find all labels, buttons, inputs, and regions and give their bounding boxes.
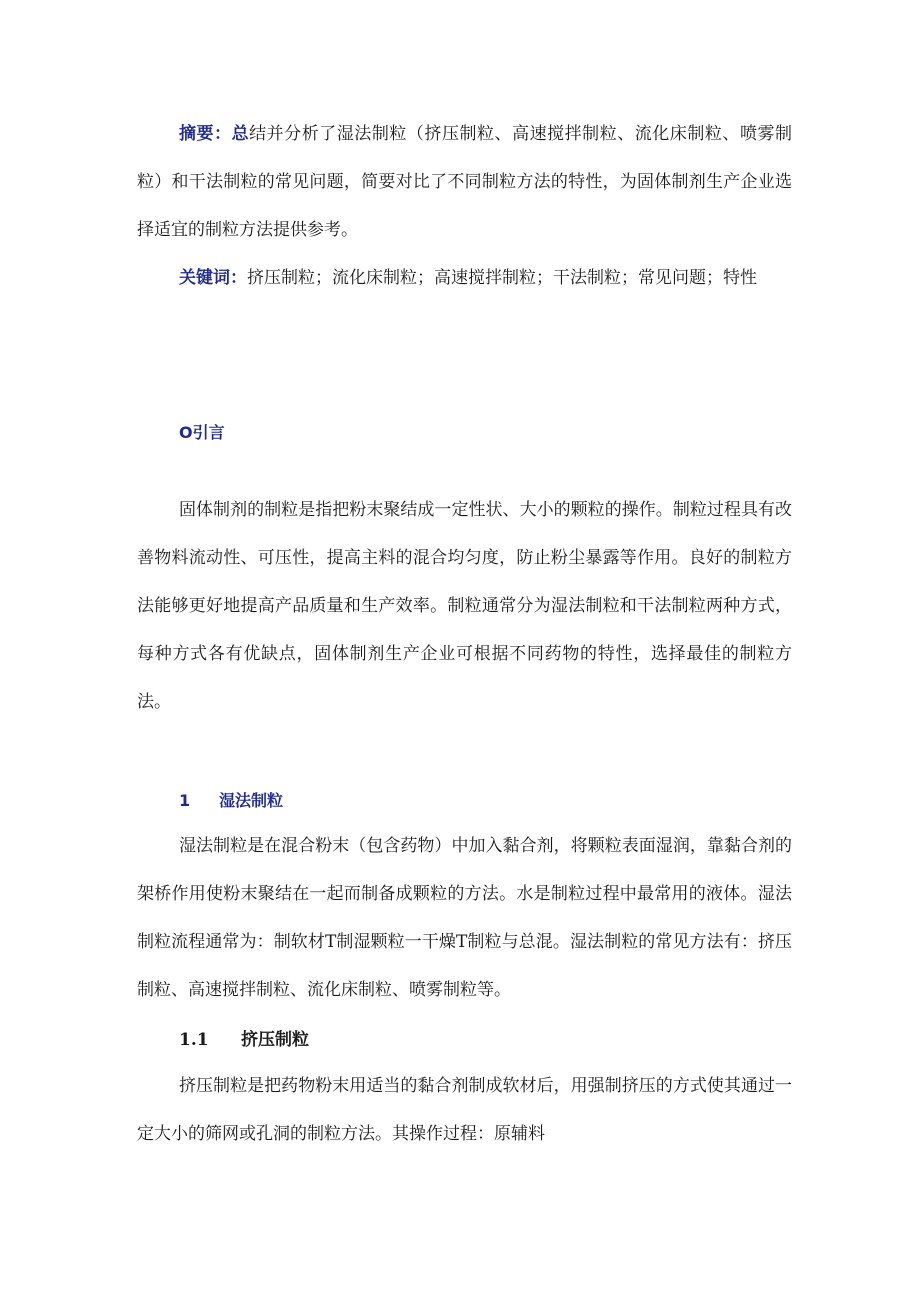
section-1-1-paragraph: 挤压制粒是把药物粉末用适当的黏合剂制成软材后，用强制挤压的方式使其通过一定大小的筛网或孔洞的制粒方法。其操作过程：原辅料 [137, 1076, 792, 1144]
intro-heading: O引言 [179, 423, 225, 442]
keywords-paragraph [137, 254, 792, 302]
section-1-1-title: 挤压制粒 [241, 1030, 309, 1050]
section-1-1-heading [179, 1028, 309, 1052]
abstract-text: 结并分析了湿法制粒（挤压制粒、高速搅拌制粒、流化床制粒、喷雾制粒）和干法制粒的常见问题，简要对比了不同制粒方法的特性，为固体制剂生产企业选择适宜的制粒方法提供参考。 [137, 124, 793, 240]
keywords-label: 关键词： [179, 268, 247, 288]
intro-paragraph: 固体制剂的制粒是指把粉末聚结成一定性状、大小的颗粒的操作。制粒过程具有改善物料流动性、可压性，提高主料的混合均匀度，防止粉尘暴露等作用。良好的制粒方法能够更好地提高产品质量和生产效率。制粒通常分为湿法制粒和干法制粒两种方式，每种方式各有优缺点，固体制剂生产企业可根据不同药物的特性，选择最佳的制粒方法。 [137, 500, 792, 712]
abstract-paragraph [137, 110, 792, 254]
section-1-title: 湿法制粒 [219, 791, 284, 810]
section-1-number: 1 [179, 791, 191, 810]
section-1-heading [179, 789, 283, 813]
abstract-label: 摘要：总 [179, 124, 250, 144]
section-1-paragraph: 湿法制粒是在混合粉末（包含药物）中加入黏合剂，将颗粒表面湿润，靠黏合剂的架桥作用使粉末聚结在一起而制备成颗粒的方法。水是制粒过程中最常用的液体。湿法制粒流程通常为：制软材T制湿颗粒一干燥T制粒与总混。湿法制粒的常见方法有：挤压制粒、高速搅拌制粒、流化床制粒、喷雾制粒等。 [137, 836, 792, 1000]
keywords-text: 挤压制粒；流化床制粒；高速搅拌制粒；干法制粒；常见问题；特性 [247, 268, 757, 288]
section-1-1-number: 1.1 [179, 1030, 209, 1050]
